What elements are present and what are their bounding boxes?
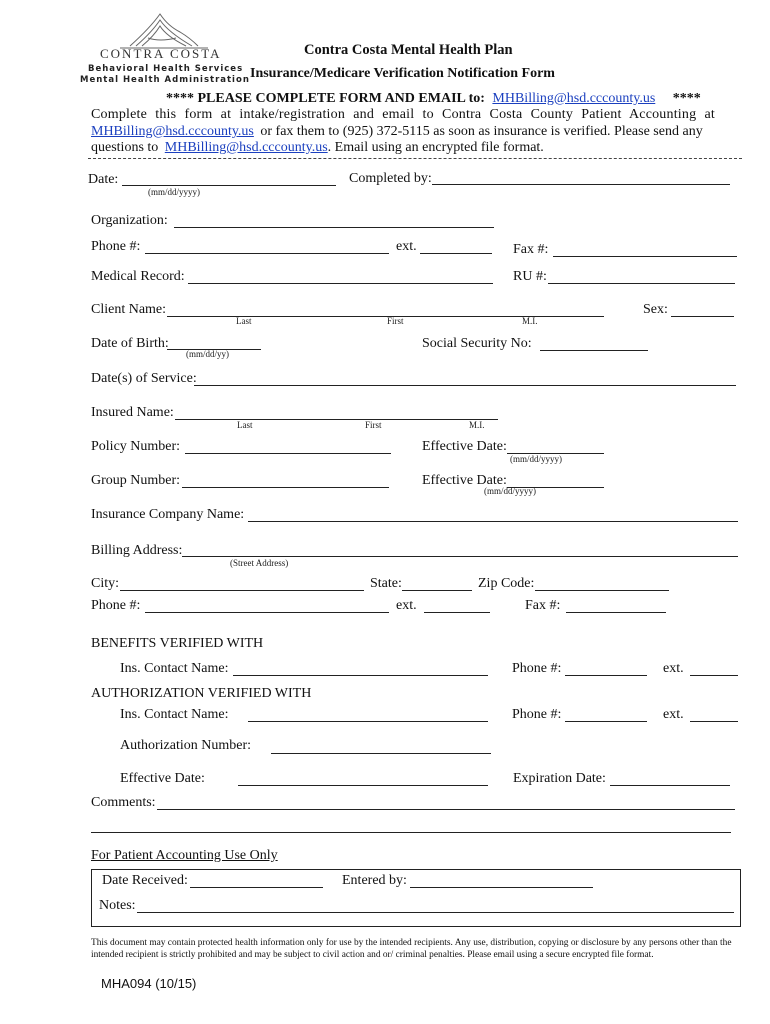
auth-number-input[interactable] [271,739,491,754]
dates-of-service-input[interactable] [194,371,736,386]
date-input[interactable] [122,171,336,186]
date-received-label: Date Received: [102,873,188,888]
banner-suffix: **** [672,91,701,106]
zip-label: Zip Code: [478,576,535,591]
dob-input[interactable] [167,335,261,350]
instructions-email-link-1[interactable]: MHBilling@hsd.cccounty.us [91,124,254,139]
logo-line1: Behavioral Health Services [88,64,244,74]
dob-hint: (mm/dd/yy) [186,349,229,359]
auth-contact-input[interactable] [248,707,488,722]
banner [166,91,701,107]
billing-phone-label: Phone #: [91,598,141,613]
instructions-line3-end: . Email using an encrypted file format. [327,140,544,155]
comments-input-line-2[interactable] [91,818,731,833]
auth-effective-date-input[interactable] [238,771,488,786]
office-heading: For Patient Accounting Use Only [91,848,278,863]
form-subtitle: Insurance/Medicare Verification Notification Form [250,66,555,81]
benefits-ext-label: ext. [663,661,684,676]
billing-phone-input[interactable] [145,598,389,613]
policy-effective-date-label: Effective Date: [422,439,507,454]
billing-ext-label: ext. [396,598,417,613]
logo-line2: Mental Health Administration [80,75,250,85]
policy-effective-date-input[interactable] [507,439,604,454]
group-effective-hint: (mm/dd/yyyy) [484,486,536,496]
ext-input[interactable] [420,239,492,254]
logo-name: CONTRA COSTA [100,46,222,61]
organization-input[interactable] [174,213,494,228]
insurance-company-label: Insurance Company Name: [91,507,245,522]
city-label: City: [91,576,120,591]
fax-label: Fax #: [513,242,549,257]
zip-input[interactable] [535,576,669,591]
benefits-heading: BENEFITS VERIFIED WITH [91,636,264,651]
instructions-line1: Complete this form at intake/registration and email to Contra Costa County Patient Accounting at [91,107,715,122]
ru-label: RU #: [513,269,547,284]
client-name-label: Client Name: [91,302,167,317]
fax-input[interactable] [553,242,737,257]
auth-number-label: Authorization Number: [120,738,252,753]
banner-prefix: **** PLEASE COMPLETE FORM AND EMAIL to: [166,91,485,106]
banner-email-link[interactable]: MHBilling@hsd.cccounty.us [492,91,656,106]
instructions-email-link-2[interactable]: MHBilling@hsd.cccounty.us [164,140,328,155]
dates-of-service-label: Date(s) of Service: [91,371,197,386]
street-address-hint: (Street Address) [230,558,289,568]
insured-last-hint: Last [237,420,253,430]
billing-fax-label: Fax #: [525,598,561,613]
ru-input[interactable] [548,269,735,284]
group-number-input[interactable] [182,473,389,488]
policy-number-label: Policy Number: [91,439,181,454]
logo [80,8,250,86]
footer-disclaimer: This document may contain protected health information only for use by the intended recipients. Any use, distribution, copying or disclosure by any persons other than the intended recipient is strictly prohibited and may be subject to civil action and or/ criminal penalties. Please email using a secure encrypted file format. [91,938,732,960]
policy-effective-hint: (mm/dd/yyyy) [510,454,562,464]
phone-label: Phone #: [91,239,141,254]
form-title: Contra Costa Mental Health Plan [304,42,513,58]
benefits-contact-label: Ins. Contact Name: [120,661,229,676]
auth-contact-label: Ins. Contact Name: [120,707,229,722]
notes-label: Notes: [99,898,136,913]
insured-first-hint: First [365,420,382,430]
entered-by-input[interactable] [410,873,593,888]
sex-label: Sex: [643,302,668,317]
comments-label: Comments: [91,795,156,810]
benefits-ext-input[interactable] [690,661,738,676]
medical-record-label: Medical Record: [91,269,185,284]
instructions-line3 [91,140,544,156]
ssn-label: Social Security No: [422,336,532,351]
billing-address-label: Billing Address: [91,543,183,558]
policy-number-input[interactable] [185,439,391,454]
client-last-hint: Last [236,316,252,326]
auth-effective-date-label: Effective Date: [120,771,205,786]
notes-input[interactable] [137,898,734,913]
auth-phone-input[interactable] [565,707,647,722]
sex-input[interactable] [671,302,734,317]
dob-label: Date of Birth: [91,336,169,351]
auth-expiration-date-label: Expiration Date: [513,771,606,786]
ext-label: ext. [396,239,417,254]
insured-name-label: Insured Name: [91,405,174,420]
date-received-input[interactable] [190,873,323,888]
instructions-line2-text: or fax them to (925) 372-5115 as soon as insurance is verified. Please send any [260,124,703,139]
client-name-input[interactable] [167,302,604,317]
comments-input[interactable] [157,795,735,810]
state-label: State: [370,576,402,591]
auth-ext-label: ext. [663,707,684,722]
group-effective-date-label: Effective Date: [422,473,507,488]
date-hint: (mm/dd/yyyy) [148,187,200,197]
authorization-heading: AUTHORIZATION VERIFIED WITH [91,686,312,701]
instructions-line3-start: questions to [91,140,159,155]
completed-by-input[interactable] [432,170,730,185]
benefits-phone-label: Phone #: [512,661,562,676]
insured-name-input[interactable] [175,405,498,420]
insurance-company-input[interactable] [248,507,738,522]
auth-phone-label: Phone #: [512,707,562,722]
auth-ext-input[interactable] [690,707,738,722]
client-first-hint: First [387,316,404,326]
instructions-line2 [91,124,703,140]
benefits-phone-input[interactable] [565,661,647,676]
billing-address-input[interactable] [182,542,738,557]
completed-by-label: Completed by: [349,171,432,186]
entered-by-label: Entered by: [342,873,407,888]
client-mi-hint: M.I. [522,316,538,326]
ssn-input[interactable] [540,336,648,351]
state-input[interactable] [402,576,472,591]
group-number-label: Group Number: [91,473,181,488]
phone-input[interactable] [145,239,389,254]
organization-label: Organization: [91,213,168,228]
auth-expiration-date-input[interactable] [610,771,730,786]
insured-mi-hint: M.I. [469,420,485,430]
medical-record-input[interactable] [188,269,493,284]
form-id: MHA094 (10/15) [101,976,197,991]
billing-fax-input[interactable] [566,598,666,613]
benefits-contact-input[interactable] [233,661,488,676]
date-label: Date: [88,172,119,187]
dashed-divider [88,158,742,159]
city-input[interactable] [120,576,364,591]
billing-ext-input[interactable] [424,598,490,613]
